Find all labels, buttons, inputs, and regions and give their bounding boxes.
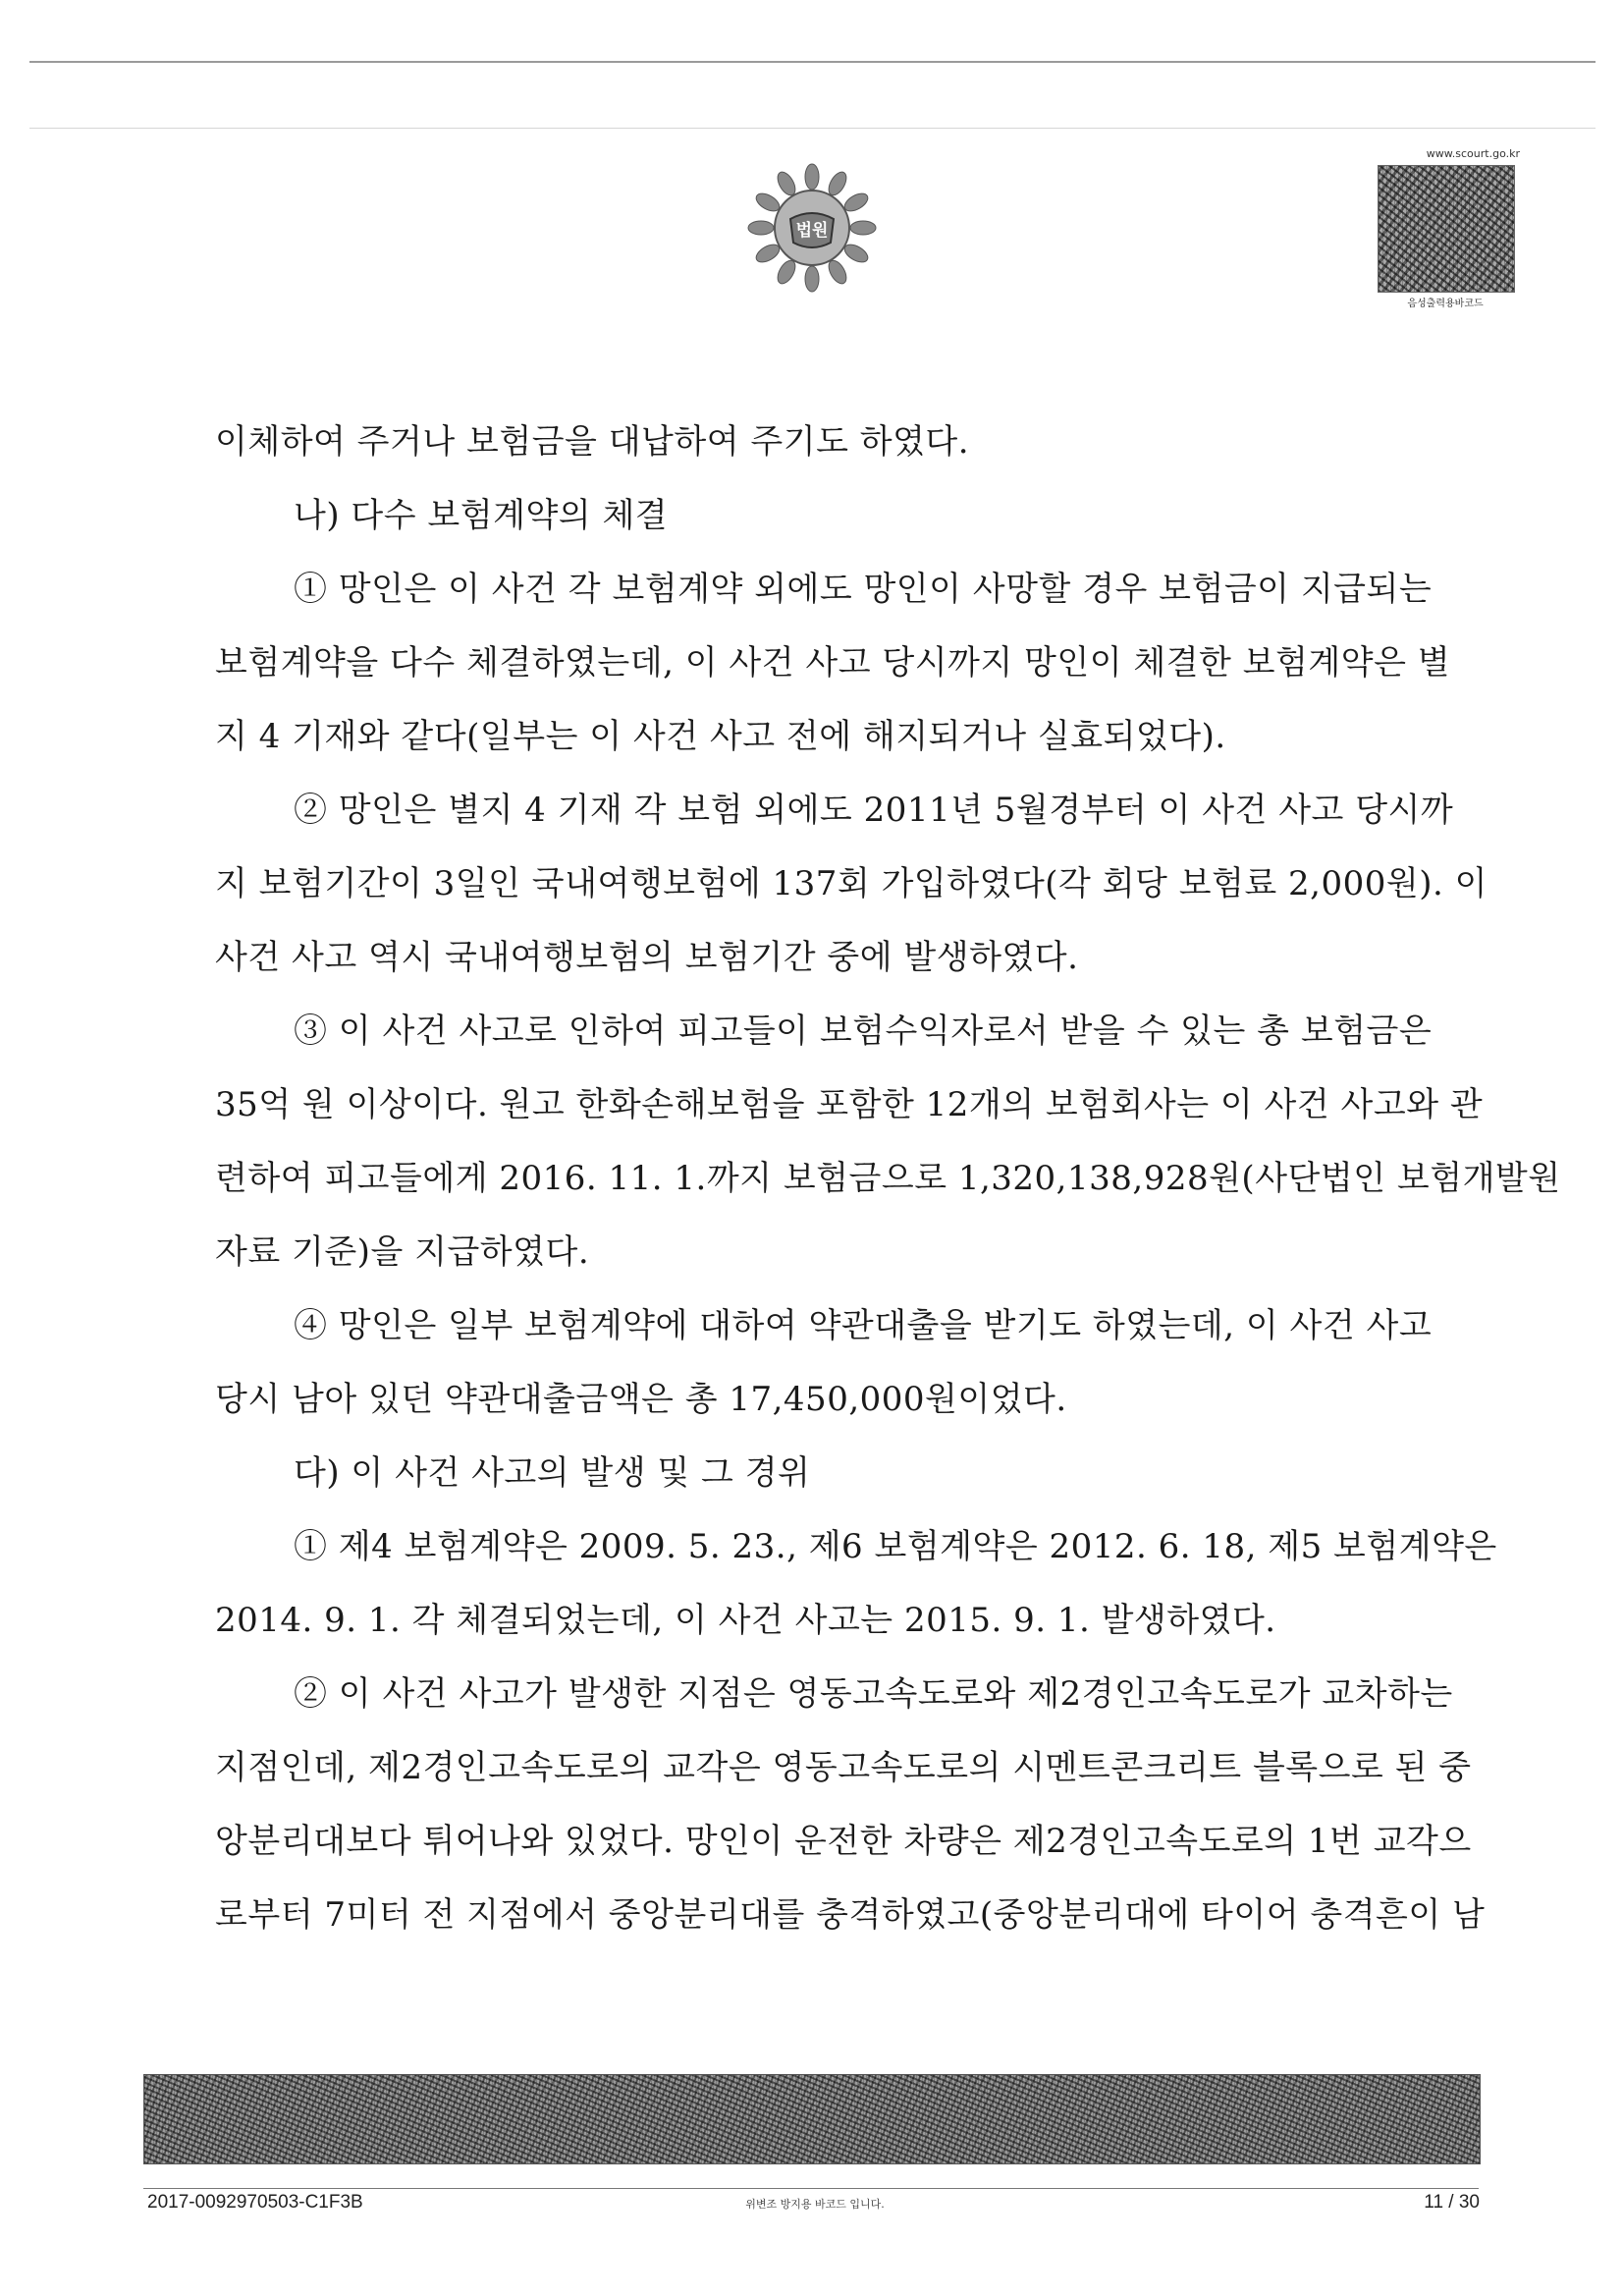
text-line: 로부터 7미터 전 지점에서 중앙분리대를 충격하였고(중앙분리대에 타이어 충격흔이 남	[215, 1895, 1486, 1935]
top-rule-faint	[29, 128, 1596, 129]
court-seal-icon	[746, 162, 879, 295]
qr-code-icon	[1378, 165, 1515, 293]
section-heading: 나) 다수 보험계약의 체결	[294, 496, 669, 535]
text-line: 자료 기준)을 지급하였다.	[215, 1232, 590, 1272]
text-line: ④ 망인은 일부 보험계약에 대하여 약관대출을 받기도 하였는데, 이 사건 사고	[294, 1306, 1433, 1345]
text-line: ① 망인은 이 사건 각 보험계약 외에도 망인이 사망할 경우 보험금이 지급되는	[294, 570, 1433, 609]
document-id: 2017-0092970503-C1F3B	[147, 2192, 363, 2213]
section-heading: 다) 이 사건 사고의 발생 및 그 경위	[294, 1453, 811, 1493]
text-line: ① 제4 보험계약은 2009. 5. 23., 제6 보험계약은 2012. 6. 18, 제5 보험계약은	[294, 1527, 1497, 1566]
qr-caption: 음성출력용바코드	[1407, 299, 1484, 309]
text-line: 지점인데, 제2경인고속도로의 교각은 영동고속도로의 시멘트콘크리트 블록으로 된 중	[215, 1748, 1472, 1787]
barcode-notice: 위변조 방지용 바코드 입니다.	[745, 2198, 885, 2211]
text-line: 이체하여 주거나 보험금을 대납하여 주기도 하였다.	[215, 422, 970, 462]
text-line: 당시 남아 있던 약관대출금액은 총 17,450,000원이었다.	[215, 1380, 1067, 1419]
text-line: 련하여 피고들에게 2016. 11. 1.까지 보험금으로 1,320,138,928원(사단법인 보험개발원	[215, 1159, 1561, 1198]
text-line: 35억 원 이상이다. 원고 한화손해보험을 포함한 12개의 보험회사는 이 사건 사고와 관	[215, 1085, 1484, 1124]
page-number: 11 / 30	[1424, 2192, 1480, 2213]
court-url: www.scourt.go.kr	[1426, 147, 1520, 160]
text-line: 사건 사고 역시 국내여행보험의 보험기간 중에 발생하였다.	[215, 938, 1079, 977]
text-line: 앙분리대보다 튀어나와 있었다. 망인이 운전한 차량은 제2경인고속도로의 1번 교각으	[215, 1822, 1472, 1861]
text-line: ③ 이 사건 사고로 인하여 피고들이 보험수익자로서 받을 수 있는 총 보험금은	[294, 1011, 1433, 1051]
text-line: 지 4 기재와 같다(일부는 이 사건 사고 전에 해지되거나 실효되었다).	[215, 717, 1226, 756]
footer-rule	[143, 2188, 1479, 2189]
text-line: 지 보험기간이 3일인 국내여행보험에 137회 가입하였다(각 회당 보험료 2,000원). 이	[215, 864, 1488, 903]
text-line: 2014. 9. 1. 각 체결되었는데, 이 사건 사고는 2015. 9. 1. 발생하였다.	[215, 1601, 1276, 1640]
anti-forgery-barcode-icon	[143, 2074, 1481, 2164]
seal-text: 법원	[795, 221, 829, 241]
text-line: ② 이 사건 사고가 발생한 지점은 영동고속도로와 제2경인고속도로가 교차하는	[294, 1674, 1453, 1714]
top-rule	[29, 61, 1596, 63]
text-line: 보험계약을 다수 체결하였는데, 이 사건 사고 당시까지 망인이 체결한 보험계약은 별	[215, 643, 1451, 683]
text-line: ② 망인은 별지 4 기재 각 보험 외에도 2011년 5월경부터 이 사건 사고 당시까	[294, 791, 1454, 830]
